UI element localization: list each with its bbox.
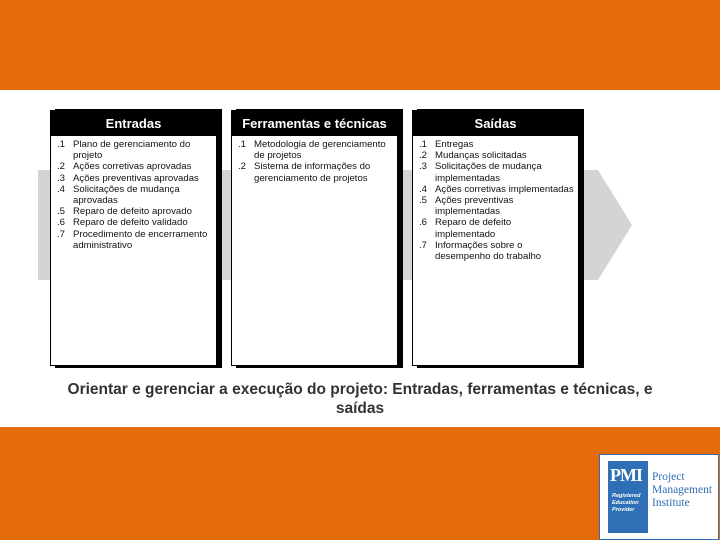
item-text: Ações corretivas implementadas: [435, 183, 574, 195]
item-number: .2: [419, 150, 428, 162]
caption-line-2: saídas: [335, 400, 385, 417]
list-item: [238, 161, 393, 183]
item-number: .4: [57, 183, 66, 195]
slide-caption: [0, 380, 720, 418]
pmi-letters: PMI: [610, 465, 642, 485]
list-item: [419, 161, 574, 183]
item-number: .6: [57, 217, 66, 229]
item-number: .1: [419, 139, 428, 150]
list-item: [419, 150, 574, 161]
tools-box: [231, 110, 398, 366]
list-item: [419, 240, 574, 262]
list-item: [419, 184, 574, 195]
item-number: .2: [238, 161, 247, 173]
item-text: Solicitações de mudança implementadas: [435, 161, 542, 184]
caption-line-1: Orientar e gerenciar a execução do projeto: Entradas, ferramentas e técnicas, e: [67, 381, 653, 398]
inputs-box-title: Entradas: [51, 111, 216, 136]
item-text: Reparo de defeito aprovado: [73, 206, 192, 218]
item-number: .3: [57, 172, 66, 184]
item-number: .7: [57, 228, 66, 240]
item-text: Mudanças solicitadas: [435, 150, 527, 162]
item-text: Reparo de defeito validado: [73, 217, 188, 229]
pmi-name: [652, 471, 712, 510]
inputs-list: [51, 136, 216, 251]
list-item: [419, 217, 574, 239]
pmi-name-line-2: Management: [652, 484, 713, 496]
top-orange-band: [0, 0, 720, 90]
item-text: Metodologia de gerenciamento de projetos: [254, 139, 386, 162]
item-number: .4: [419, 183, 428, 195]
item-text: Sistema de informações do gerenciamento de projetos: [254, 161, 371, 184]
item-text: Plano de gerenciamento do projeto: [73, 139, 191, 162]
item-number: .3: [419, 161, 428, 173]
inputs-box: [50, 110, 217, 366]
item-number: .1: [57, 139, 66, 150]
tools-box-title: Ferramentas e técnicas: [232, 111, 397, 136]
item-number: .5: [419, 195, 428, 207]
item-number: .7: [419, 239, 428, 251]
item-number: .5: [57, 206, 66, 218]
item-number: .1: [238, 139, 247, 150]
item-number: .2: [57, 161, 66, 173]
outputs-box: [412, 110, 579, 366]
item-number: .6: [419, 217, 428, 229]
list-item: [57, 139, 212, 161]
item-text: Reparo de defeito implementado: [435, 217, 512, 240]
outputs-box-title: Saídas: [413, 111, 578, 136]
list-item: [238, 139, 393, 161]
item-text: Entregas: [435, 139, 474, 150]
outputs-list: [413, 136, 578, 262]
list-item: [419, 139, 574, 150]
tools-list: [232, 136, 397, 184]
list-item: [57, 161, 212, 172]
item-text: Solicitações de mudança aprovadas: [73, 183, 180, 207]
list-item: [57, 229, 212, 251]
list-item: [419, 195, 574, 217]
list-item: [57, 173, 212, 184]
list-item: [57, 184, 212, 206]
list-item: [57, 217, 212, 228]
pmi-name-line-3: Institute: [652, 497, 690, 509]
registered-provider-text: Registered Education Provider: [612, 493, 641, 513]
item-text: Procedimento de encerramento administrativo: [73, 228, 208, 251]
pmi-name-line-1: Project: [652, 471, 685, 483]
item-text: Ações preventivas aprovadas: [73, 172, 199, 184]
item-text: Informações sobre o desempenho do trabalho: [435, 239, 542, 263]
process-arrow-head: [598, 170, 632, 280]
list-item: [57, 206, 212, 217]
pmi-logo: [599, 454, 719, 540]
item-text: Ações preventivas implementadas: [435, 195, 514, 218]
item-text: Ações corretivas aprovadas: [73, 161, 192, 173]
